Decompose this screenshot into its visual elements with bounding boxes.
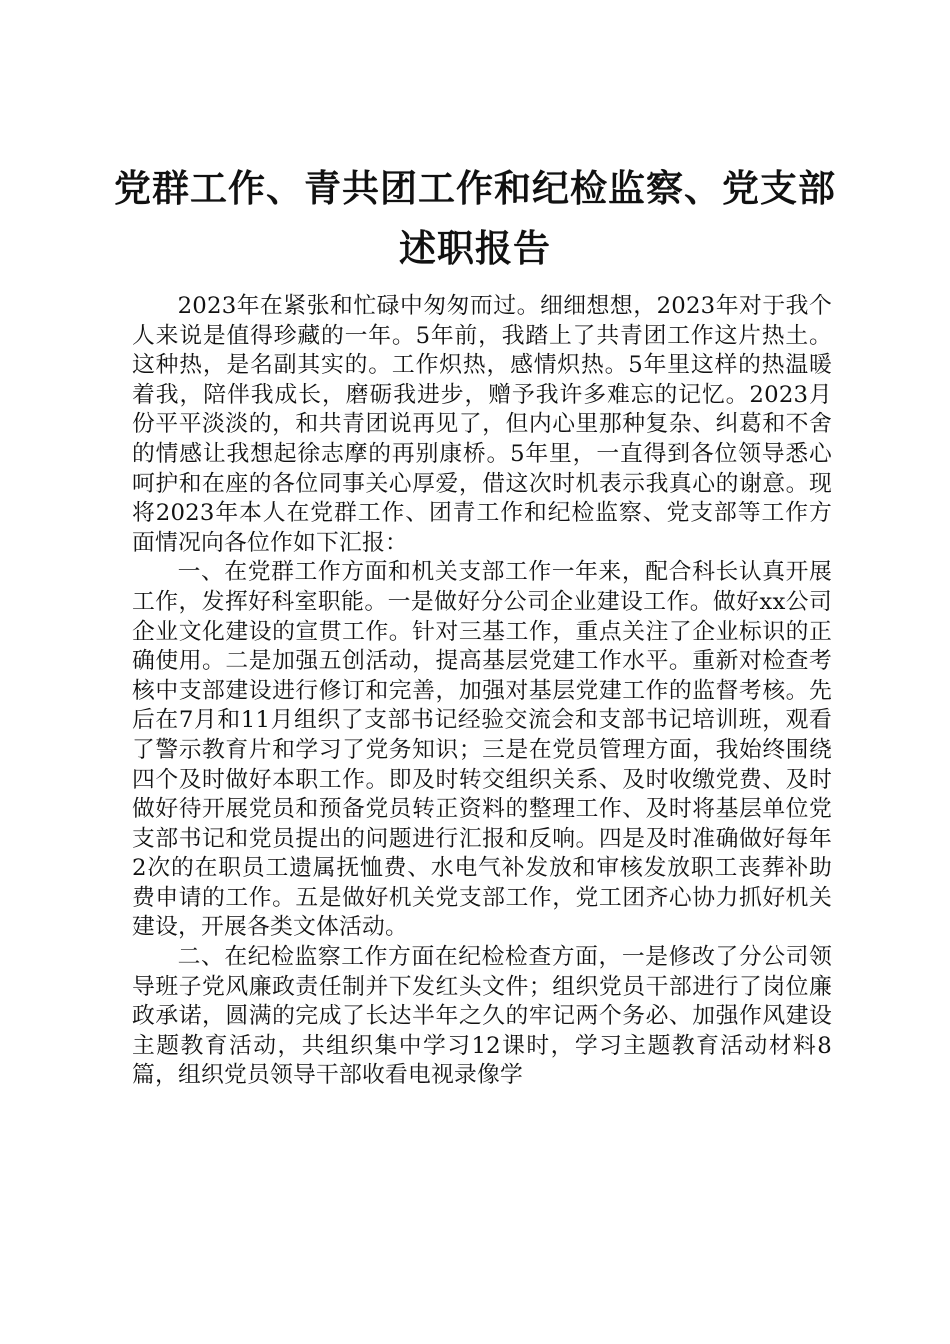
document-body bbox=[132, 292, 832, 1091]
paragraph-discipline-inspection: 二、在纪检监察工作方面在纪检检查方面，一是修改了分公司领导班子党风廉政责任制并下发红头文件；组织党员干部进行了岗位廉政承诺，圆满的完成了长达半年之久的牢记两个务必、加强作风建设主题教育活动，共组织集中学习12课时，学习主题教育活动材料8篇，组织党员领导干部收看电视录像学 bbox=[132, 944, 832, 1089]
document-title: 党群工作、青共团工作和纪检监察、党支部述职报告 bbox=[114, 166, 836, 270]
paragraph-intro: 2023年在紧张和忙碌中匆匆而过。细细想想，2023年对于我个人来说是值得珍藏的一年。5年前，我踏上了共青团工作这片热土。这种热，是名副其实的。工作炽热，感情炽热。5年里这样的热温暖着我，陪伴我成长，磨砺我进步，赠予我许多难忘的记忆。2023月份平平淡淡的，和共青团说再见了，但内心里那种复杂、纠葛和不舍的情感让我想起徐志摩的再别康桥。5年里，一直得到各位领导悉心呵护和在座的各位同事关心厚爱，借这次时机表示我真心的谢意。现将2023年本人在党群工作、团青工作和纪检监察、党支部等工作方面情况向各位作如下汇报： bbox=[132, 293, 832, 556]
paragraph-party-work: 一、在党群工作方面和机关支部工作一年来，配合科长认真开展工作，发挥好科室职能。一是做好分公司企业建设工作。做好xx公司企业文化建设的宣贯工作。针对三基工作，重点关注了企业标识的正确使用。二是加强五创活动，提高基层党建工作水平。重新对检查考核中支部建设进行修订和完善，加强对基层党建工作的监督考核。先后在7月和11月组织了支部书记经验交流会和支部书记培训班，观看了警示教育片和学习了党务知识；三是在党员管理方面，我始终围绕四个及时做好本职工作。即及时转交组织关系、及时收缴党费、及时做好待开展党员和预备党员转正资料的整理工作、及时将基层单位党支部书记和党员提出的问题进行汇报和反响。四是及时准确做好每年2次的在职员工遗属抚恤费、水电气补发放和审核发放职工丧葬补助费申请的工作。五是做好机关党支部工作，党工团齐心协力抓好机关建设，开展各类文体活动。 bbox=[132, 559, 832, 941]
